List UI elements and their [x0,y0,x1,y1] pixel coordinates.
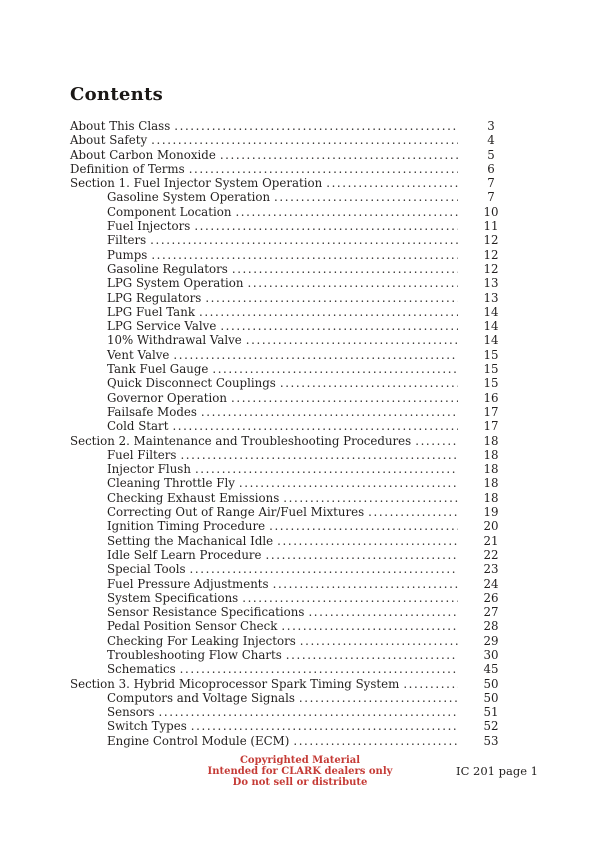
toc-entry-page: 29 [483,633,499,648]
toc-entry-label: Ignition Timing Procedure [107,519,266,534]
toc-entry-label: Switch Types [107,719,187,734]
toc-entry-page: 16 [483,390,499,405]
toc-entry-label: About This Class [70,119,171,133]
toc-entry [70,376,508,390]
toc-entry-label: Setting the Machanical Idle [107,533,274,548]
toc-entry [70,133,508,147]
dot-leader [151,133,458,147]
toc-entry-label: Fuel Pressure Adjustments [107,576,269,591]
dot-leader [151,248,458,262]
copyright-line-2: Intended for CLARK dealers only [207,766,393,777]
dot-leader [231,391,458,405]
dot-leader [415,434,458,448]
toc-entry-label: Correcting Out of Range Air/Fuel Mixtures [107,505,365,520]
toc-entry-page: 18 [483,490,499,505]
toc-entry-page: 10 [483,204,499,219]
toc-entry-page: 18 [483,447,499,462]
dot-leader [274,190,458,204]
toc-entry [70,476,508,490]
toc-entry-page: 53 [483,733,499,748]
toc-entry [70,677,508,691]
toc-entry-label: Computors and Voltage Signals [107,690,295,705]
toc-entry [70,591,508,605]
toc-entry [70,276,508,290]
toc-list [70,119,508,748]
toc-entry-page: 23 [483,562,499,577]
toc-entry [70,434,508,448]
toc-entry-page: 15 [483,347,499,362]
copyright-line-1: Copyrighted Material [239,755,361,766]
toc-entry [70,705,508,719]
toc-entry-page: 50 [483,676,499,691]
toc-entry-page: 24 [483,576,499,591]
toc-entry-page: 14 [483,319,499,334]
toc-entry [70,333,508,347]
toc-entry-page: 22 [483,547,499,562]
toc-entry [70,605,508,619]
toc-entry [70,262,508,276]
toc-entry [70,734,508,748]
toc-entry-label: About Carbon Monoxide [70,147,216,162]
dot-leader [280,376,458,390]
toc-entry [70,148,508,162]
toc-entry [70,233,508,247]
toc-entry-label: 10% Withdrawal Valve [107,333,242,348]
dot-leader [403,677,458,691]
page-title: Contents [70,84,164,105]
toc-entry-page: 3 [487,119,495,133]
toc-entry-label: Troubleshooting Flow Charts [107,647,282,662]
toc-entry-page: 30 [483,647,499,662]
toc-entry [70,248,508,262]
toc-entry [70,462,508,476]
toc-entry-page: 18 [483,476,499,491]
dot-leader [150,233,458,247]
toc-entry-label: Gasoline System Operation [107,190,271,205]
toc-entry-label: Pumps [107,247,148,262]
toc-entry [70,562,508,576]
toc-entry-label: Engine Control Module (ECM) [107,733,290,748]
toc-entry-page: 12 [483,261,499,276]
toc-entry-page: 20 [483,519,499,534]
toc-entry-page: 21 [483,533,499,548]
dot-leader [293,734,458,748]
toc-entry-label: Injector Flush [107,462,191,477]
toc-entry-page: 28 [483,619,499,634]
toc-entry [70,391,508,405]
page-reference: IC 201 page 1 [456,764,538,778]
toc-entry-page: 15 [483,376,499,391]
toc-entry-page: 11 [483,219,499,234]
dot-leader [299,691,458,705]
dot-leader [308,605,458,619]
dot-leader [269,519,458,533]
toc-entry-page: 7 [487,190,495,205]
toc-entry-label: LPG Fuel Tank [107,304,195,319]
toc-entry-page: 14 [483,333,499,348]
toc-entry-label: Section 3. Hybrid Micoprocessor Spark Timing System [70,676,400,691]
toc-entry [70,662,508,676]
toc-entry [70,419,508,433]
toc-entry-page: 13 [483,290,499,305]
toc-entry [70,691,508,705]
dot-leader [220,148,458,162]
dot-leader [173,348,458,362]
dot-leader [180,662,458,676]
toc-entry-label: Idle Self Learn Procedure [107,547,262,562]
dot-leader [277,534,458,548]
toc-entry-page: 13 [483,276,499,291]
toc-entry-label: About Safety [70,133,148,148]
toc-entry-label: Checking Exhaust Emissions [107,490,280,505]
toc-entry [70,634,508,648]
toc-entry-label: Definition of Terms [70,161,185,176]
toc-entry [70,505,508,519]
dot-leader [220,319,458,333]
toc-entry-page: 14 [483,304,499,319]
dot-leader [273,577,458,591]
dot-leader [239,476,458,490]
toc-entry [70,519,508,533]
toc-entry-page: 26 [483,590,499,605]
toc-entry-page: 12 [483,247,499,262]
toc-entry [70,719,508,733]
dot-leader [201,405,458,419]
toc-entry-label: LPG Service Valve [107,319,217,334]
copyright-line-3: Do not sell or distribute [232,777,368,788]
toc-entry-label: Tank Fuel Gauge [107,362,209,377]
toc-entry [70,119,508,133]
toc-entry [70,491,508,505]
dot-leader [195,462,458,476]
dot-leader [172,419,458,433]
toc-entry-page: 45 [483,662,499,677]
dot-leader [281,619,458,633]
toc-entry [70,648,508,662]
toc-entry-label: LPG System Operation [107,276,244,291]
dot-leader [180,448,458,462]
toc-entry [70,291,508,305]
toc-entry-page: 7 [487,176,495,191]
toc-entry-label: Checking For Leaking Injectors [107,633,296,648]
toc-entry-label: Failsafe Modes [107,404,197,419]
toc-entry [70,534,508,548]
toc-entry-label: Pedal Position Sensor Check [107,619,278,634]
toc-entry [70,348,508,362]
toc-entry-page: 52 [483,719,499,734]
toc-entry-label: Governor Operation [107,390,227,405]
dot-leader [235,205,458,219]
toc-entry-page: 17 [483,419,499,434]
toc-entry-page: 51 [483,705,499,720]
dot-leader [246,333,458,347]
dot-leader [300,634,458,648]
dot-leader [283,491,458,505]
dot-leader [248,276,459,290]
toc-entry-page: 5 [487,147,495,162]
toc-entry [70,162,508,176]
toc-entry-page: 6 [487,161,495,176]
toc-entry-page: 18 [483,433,499,448]
toc-entry-label: Fuel Filters [107,447,177,462]
toc-entry [70,577,508,591]
toc-entry [70,362,508,376]
dot-leader [326,176,458,190]
toc-entry-label: LPG Regulators [107,290,202,305]
toc-entry-label: System Specifications [107,590,239,605]
toc-entry [70,305,508,319]
toc-entry-page: 19 [483,505,499,520]
dot-leader [194,219,458,233]
dot-leader [368,505,458,519]
toc-entry-page: 50 [483,690,499,705]
toc-entry [70,219,508,233]
dot-leader [174,119,458,133]
toc-entry-label: Section 2. Maintenance and Troubleshooting Procedures [70,433,412,448]
toc-entry-label: Cold Start [107,419,169,434]
dot-leader [190,562,458,576]
toc-entry-label: Quick Disconnect Couplings [107,376,276,391]
toc-entry-page: 18 [483,462,499,477]
toc-entry [70,176,508,190]
dot-leader [232,262,458,276]
toc-entry-label: Special Tools [107,562,186,577]
toc-entry-label: Gasoline Regulators [107,261,228,276]
toc-entry-label: Fuel Injectors [107,219,191,234]
dot-leader [159,705,458,719]
toc-entry-page: 27 [483,605,499,620]
toc-entry-label: Sensors [107,705,155,720]
toc-entry [70,405,508,419]
toc-entry-label: Filters [107,233,147,248]
toc-entry-label: Section 1. Fuel Injector System Operation [70,176,323,191]
dot-leader [286,648,458,662]
dot-leader [189,162,458,176]
dot-leader [212,362,458,376]
toc-entry [70,548,508,562]
toc-entry [70,190,508,204]
toc-entry [70,319,508,333]
toc-entry [70,205,508,219]
toc-entry-page: 17 [483,404,499,419]
toc-entry-label: Vent Valve [107,347,170,362]
toc-entry [70,448,508,462]
toc-entry-page: 4 [487,133,495,148]
dot-leader [242,591,458,605]
toc-entry [70,619,508,633]
dot-leader [191,719,458,733]
toc-entry-page: 12 [483,233,499,248]
toc-entry-page: 15 [483,362,499,377]
toc-entry-label: Sensor Resistance Specifications [107,605,305,620]
toc-entry-label: Component Location [107,204,232,219]
dot-leader [205,291,458,305]
dot-leader [199,305,458,319]
toc-entry-label: Cleaning Throttle Fly [107,476,235,491]
toc-entry-label: Schematics [107,662,176,677]
dot-leader [266,548,458,562]
